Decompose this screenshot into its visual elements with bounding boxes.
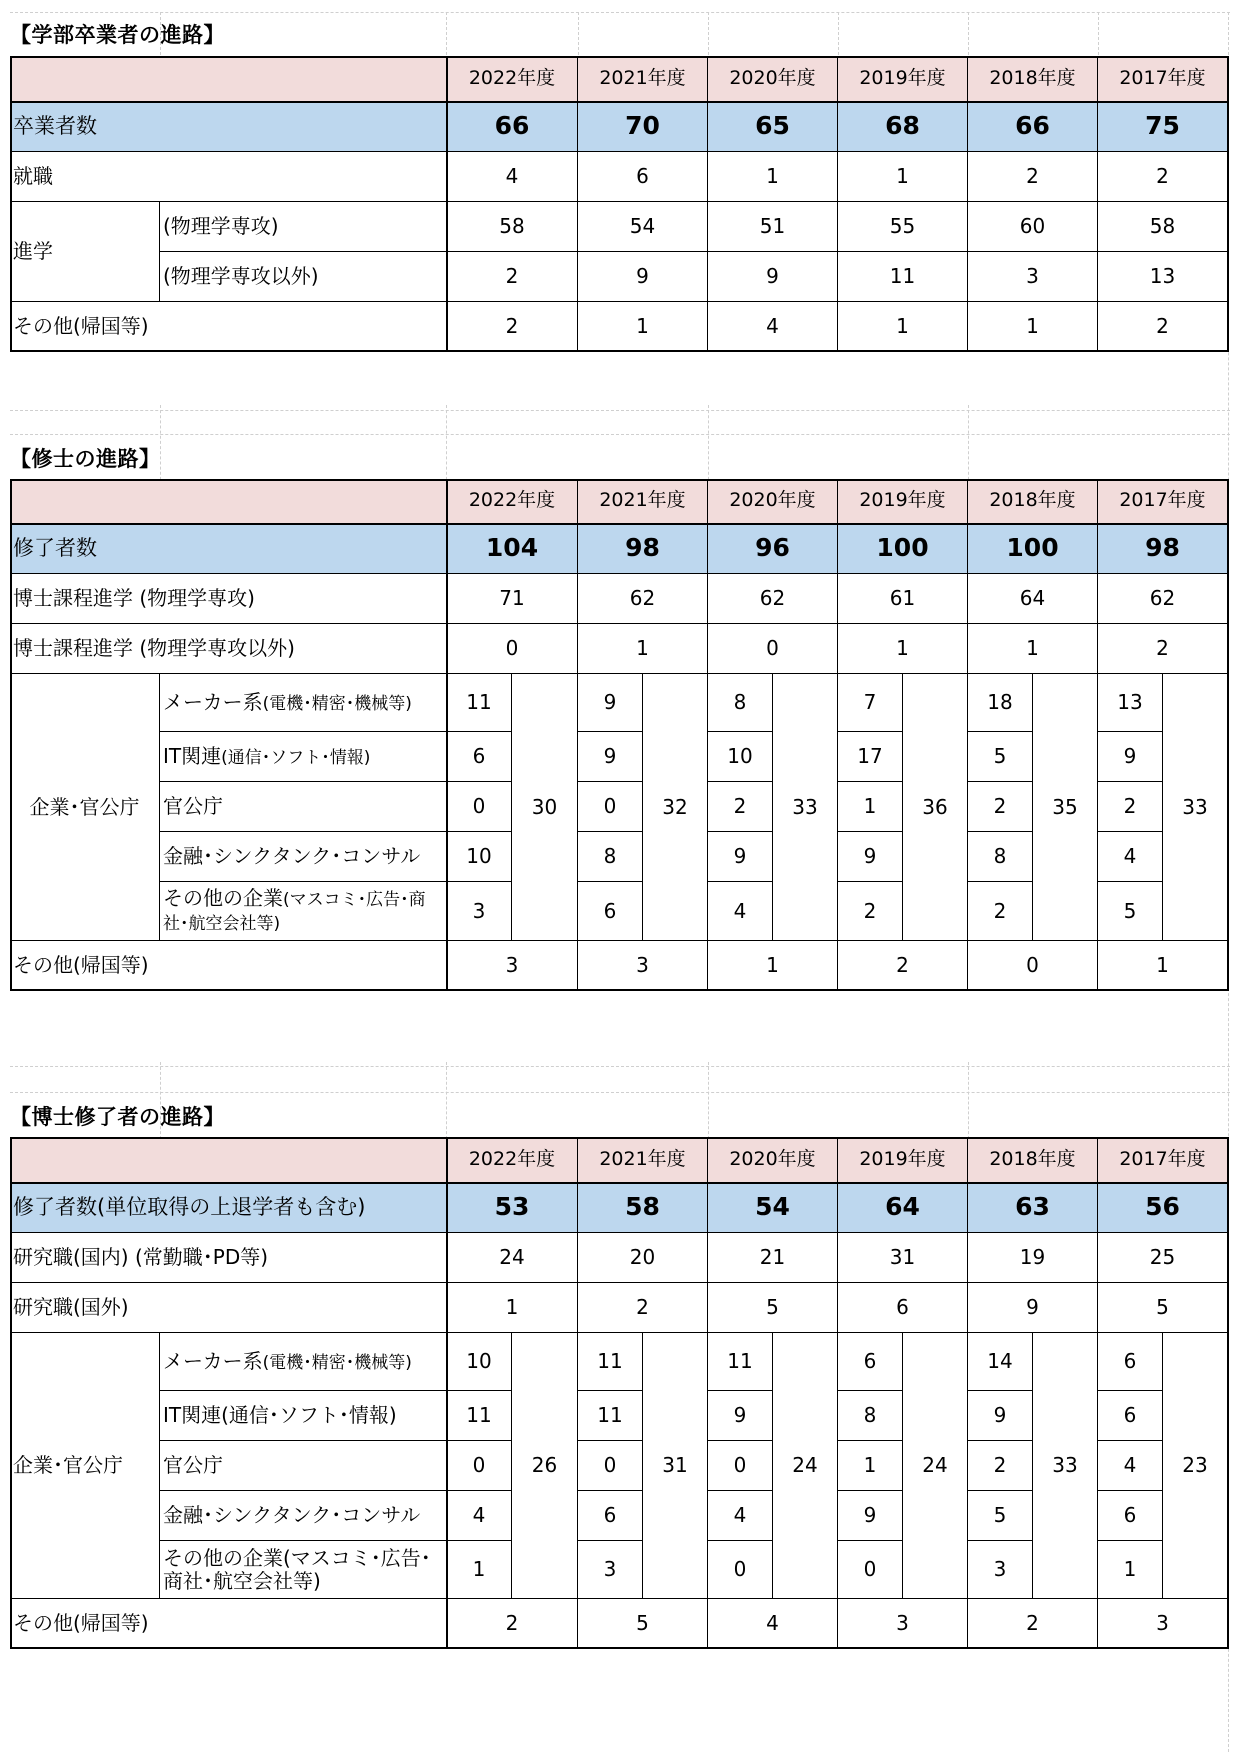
doctor-other-label: その他(帰国等) (10, 1599, 447, 1649)
doctor-research-abroad-value: 6 (838, 1283, 968, 1333)
master-doc-other-value: 1 (968, 624, 1098, 674)
master-company-value: 10 (708, 732, 773, 782)
master-year-header: 2017年度 (1098, 479, 1228, 524)
undergrad-advance-other-value: 11 (838, 252, 968, 302)
master-doc-other-label: 博士課程進学 (物理学専攻以外) (10, 624, 447, 674)
doctor-company-value: 11 (447, 1391, 512, 1441)
doctor-other-value: 2 (447, 1599, 578, 1649)
undergrad-total-label: 卒業者数 (10, 102, 447, 152)
gridline (10, 434, 1230, 435)
doctor-company-value: 6 (1098, 1391, 1163, 1441)
doctor-company-row (160, 1333, 447, 1391)
master-doc-other-value: 1 (578, 624, 708, 674)
master-total-value: 100 (968, 524, 1098, 574)
doctor-company-value: 10 (447, 1333, 512, 1391)
doctor-company-row (160, 1391, 447, 1441)
master-company-value: 9 (838, 832, 903, 882)
doctor-company-value: 6 (838, 1333, 903, 1391)
undergrad-year-header: 2019年度 (838, 56, 968, 102)
master-company-value: 9 (1098, 732, 1163, 782)
master-company-value: 8 (708, 674, 773, 732)
gridline (838, 12, 839, 60)
doctor-year-header: 2018年度 (968, 1137, 1098, 1183)
doctor-research-abroad-value: 2 (578, 1283, 708, 1333)
undergrad-advance-other-value: 9 (578, 252, 708, 302)
master-doc-physics-value: 61 (838, 574, 968, 624)
doctor-company-value: 6 (1098, 1491, 1163, 1541)
doctor-research-domestic-value: 20 (578, 1233, 708, 1283)
doctor-research-abroad-value: 1 (447, 1283, 578, 1333)
doctor-company-value: 1 (838, 1441, 903, 1491)
master-other-value: 2 (838, 941, 968, 991)
doctor-company-value: 9 (838, 1491, 903, 1541)
doctor-company-value: 5 (968, 1491, 1033, 1541)
master-total-value: 98 (578, 524, 708, 574)
master-company-row-label: その他の企業 (163, 886, 283, 911)
undergrad-employment-value: 6 (578, 152, 708, 202)
doctor-company-value: 4 (447, 1491, 512, 1541)
master-doc-other-value: 0 (708, 624, 838, 674)
master-company-row (160, 782, 447, 832)
doctor-company-value: 0 (578, 1441, 643, 1491)
undergrad-advance-physics-value: 58 (447, 202, 578, 252)
undergrad-other-value: 1 (578, 302, 708, 352)
undergrad-year-header: 2017年度 (1098, 56, 1228, 102)
master-total-value: 100 (838, 524, 968, 574)
doctor-company-value: 0 (838, 1541, 903, 1599)
doctor-year-header: 2020年度 (708, 1137, 838, 1183)
master-other-value: 3 (578, 941, 708, 991)
master-total-value: 98 (1098, 524, 1228, 574)
gridline (10, 410, 1230, 411)
undergrad-advance-physics-value: 60 (968, 202, 1098, 252)
master-other-value: 3 (447, 941, 578, 991)
master-company-subtotal: 30 (512, 674, 578, 941)
doctor-company-row-label: IT関連(通信･ソフト･情報) (163, 1403, 397, 1427)
master-company-value: 9 (578, 732, 643, 782)
gridline (1228, 12, 1229, 1752)
undergrad-advance-other-value: 3 (968, 252, 1098, 302)
doctor-other-value: 2 (968, 1599, 1098, 1649)
undergrad-other-value: 2 (447, 302, 578, 352)
doctor-company-value: 11 (578, 1333, 643, 1391)
master-doc-physics-value: 62 (708, 574, 838, 624)
master-company-row-note: (通信･ソフト･情報) (221, 747, 371, 768)
undergrad-employment-value: 4 (447, 152, 578, 202)
master-company-value: 5 (1098, 882, 1163, 941)
doctor-title: 【博士修了者の進路】 (10, 1105, 225, 1129)
undergrad-advance-other-value: 9 (708, 252, 838, 302)
undergrad-total-value: 68 (838, 102, 968, 152)
gridline (446, 405, 447, 485)
master-year-header: 2018年度 (968, 479, 1098, 524)
undergrad-other-value: 2 (1098, 302, 1228, 352)
gridline (968, 1062, 969, 1144)
doctor-company-subtotal: 31 (643, 1333, 708, 1599)
undergrad-total-value: 65 (708, 102, 838, 152)
doctor-company-row-label: 金融･シンクタンク･コンサル (163, 1503, 421, 1527)
undergrad-advance-physics-value: 51 (708, 202, 838, 252)
master-company-value: 4 (708, 882, 773, 941)
undergrad-employment-value: 2 (1098, 152, 1228, 202)
gridline (968, 12, 969, 60)
undergrad-advance-physics-label: (物理学専攻) (160, 202, 447, 252)
master-year-header: 2020年度 (708, 479, 838, 524)
gridline (708, 405, 709, 485)
doctor-company-value: 8 (838, 1391, 903, 1441)
doctor-company-row (160, 1441, 447, 1491)
master-doc-other-value: 1 (838, 624, 968, 674)
doctor-company-value: 14 (968, 1333, 1033, 1391)
doctor-company-value: 6 (578, 1491, 643, 1541)
doctor-company-value: 1 (447, 1541, 512, 1599)
doctor-total-value: 63 (968, 1183, 1098, 1233)
master-company-value: 8 (968, 832, 1033, 882)
master-company-row (160, 674, 447, 732)
gridline (708, 12, 709, 60)
doctor-research-domestic-value: 21 (708, 1233, 838, 1283)
master-company-value: 2 (968, 782, 1033, 832)
undergrad-advance-physics-value: 54 (578, 202, 708, 252)
master-company-row-note: (電機･精密･機械等) (262, 693, 412, 714)
doctor-year-header: 2019年度 (838, 1137, 968, 1183)
doctor-company-row-note: (電機･精密･機械等) (262, 1352, 412, 1373)
doctor-company-value: 4 (708, 1491, 773, 1541)
master-company-value: 9 (708, 832, 773, 882)
doctor-company-value: 3 (968, 1541, 1033, 1599)
master-company-row (160, 732, 447, 782)
master-other-value: 1 (1098, 941, 1228, 991)
master-header-blank (10, 479, 447, 524)
undergrad-employment-label: 就職 (10, 152, 447, 202)
master-doc-physics-value: 64 (968, 574, 1098, 624)
master-company-value: 11 (447, 674, 512, 732)
gridline (10, 1092, 1230, 1093)
doctor-research-domestic-value: 19 (968, 1233, 1098, 1283)
doctor-company-value: 1 (1098, 1541, 1163, 1599)
doctor-company-value: 3 (578, 1541, 643, 1599)
undergrad-year-header: 2022年度 (447, 56, 578, 102)
master-company-value: 10 (447, 832, 512, 882)
undergrad-employment-value: 2 (968, 152, 1098, 202)
master-company-value: 3 (447, 882, 512, 941)
gridline (968, 405, 969, 485)
doctor-total-label: 修了者数(単位取得の上退学者も含む) (10, 1183, 447, 1233)
master-company-label: 企業･官公庁 (10, 674, 160, 941)
doctor-company-value: 6 (1098, 1333, 1163, 1391)
doctor-company-subtotal: 23 (1163, 1333, 1228, 1599)
master-doc-physics-value: 62 (1098, 574, 1228, 624)
doctor-company-value: 11 (578, 1391, 643, 1441)
master-other-value: 1 (708, 941, 838, 991)
master-company-row-label: IT関連 (163, 743, 222, 768)
undergrad-advance-physics-value: 58 (1098, 202, 1228, 252)
master-company-subtotal: 33 (1163, 674, 1228, 941)
undergrad-year-header: 2020年度 (708, 56, 838, 102)
undergrad-total-value: 66 (968, 102, 1098, 152)
doctor-year-header: 2022年度 (447, 1137, 578, 1183)
master-company-value: 18 (968, 674, 1033, 732)
doctor-other-value: 4 (708, 1599, 838, 1649)
doctor-year-header: 2017年度 (1098, 1137, 1228, 1183)
doctor-company-row (160, 1491, 447, 1541)
doctor-total-value: 64 (838, 1183, 968, 1233)
doctor-company-subtotal: 24 (903, 1333, 968, 1599)
gridline (446, 1062, 447, 1144)
master-company-value: 17 (838, 732, 903, 782)
master-doc-physics-value: 62 (578, 574, 708, 624)
doctor-company-value: 9 (708, 1391, 773, 1441)
undergrad-other-value: 1 (968, 302, 1098, 352)
undergrad-advance-label: 進学 (10, 202, 160, 302)
doctor-research-abroad-value: 5 (708, 1283, 838, 1333)
master-company-row-label: 金融･シンクタンク･コンサル (163, 844, 421, 868)
doctor-total-value: 56 (1098, 1183, 1228, 1233)
doctor-other-value: 3 (1098, 1599, 1228, 1649)
doctor-research-abroad-value: 5 (1098, 1283, 1228, 1333)
undergrad-advance-other-value: 2 (447, 252, 578, 302)
doctor-company-row-label: 官公庁 (163, 1453, 223, 1477)
master-company-value: 7 (838, 674, 903, 732)
undergrad-title: 【学部卒業者の進路】 (10, 23, 225, 47)
master-total-label: 修了者数 (10, 524, 447, 574)
master-year-header: 2022年度 (447, 479, 578, 524)
undergrad-other-value: 4 (708, 302, 838, 352)
master-company-value: 2 (708, 782, 773, 832)
master-year-header: 2021年度 (578, 479, 708, 524)
doctor-company-value: 0 (447, 1441, 512, 1491)
master-company-value: 13 (1098, 674, 1163, 732)
doctor-research-domestic-value: 31 (838, 1233, 968, 1283)
master-company-value: 2 (1098, 782, 1163, 832)
master-company-value: 9 (578, 674, 643, 732)
master-other-label: その他(帰国等) (10, 941, 447, 991)
master-year-header: 2019年度 (838, 479, 968, 524)
gridline (578, 12, 579, 60)
master-company-row (160, 832, 447, 882)
doctor-company-value: 0 (708, 1441, 773, 1491)
undergrad-other-label: その他(帰国等) (10, 302, 447, 352)
doctor-company-value: 4 (1098, 1441, 1163, 1491)
master-company-value: 2 (968, 882, 1033, 941)
master-other-value: 0 (968, 941, 1098, 991)
doctor-company-subtotal: 24 (773, 1333, 838, 1599)
master-total-value: 96 (708, 524, 838, 574)
doctor-company-subtotal: 26 (512, 1333, 578, 1599)
master-company-value: 2 (838, 882, 903, 941)
doctor-research-abroad-value: 9 (968, 1283, 1098, 1333)
gridline (446, 12, 447, 60)
undergrad-year-header: 2018年度 (968, 56, 1098, 102)
master-company-value: 6 (447, 732, 512, 782)
undergrad-employment-value: 1 (838, 152, 968, 202)
master-company-value: 5 (968, 732, 1033, 782)
doctor-company-label: 企業･官公庁 (10, 1333, 160, 1599)
doctor-other-value: 5 (578, 1599, 708, 1649)
undergrad-total-value: 66 (447, 102, 578, 152)
master-company-value: 0 (578, 782, 643, 832)
doctor-total-value: 54 (708, 1183, 838, 1233)
undergrad-employment-value: 1 (708, 152, 838, 202)
doctor-research-domestic-value: 24 (447, 1233, 578, 1283)
doctor-other-value: 3 (838, 1599, 968, 1649)
undergrad-advance-other-label: (物理学専攻以外) (160, 252, 447, 302)
master-company-row-label: メーカー系 (163, 689, 263, 714)
doctor-company-row-label: メーカー系 (163, 1348, 263, 1373)
doctor-research-domestic-label: 研究職(国内) (常勤職･PD等) (10, 1233, 447, 1283)
doctor-header-blank (10, 1137, 447, 1183)
undergrad-year-header: 2021年度 (578, 56, 708, 102)
undergrad-total-value: 70 (578, 102, 708, 152)
master-company-value: 4 (1098, 832, 1163, 882)
undergrad-advance-other-value: 13 (1098, 252, 1228, 302)
master-company-value: 6 (578, 882, 643, 941)
undergrad-total-value: 75 (1098, 102, 1228, 152)
doctor-company-row (160, 1541, 447, 1599)
gridline (1098, 12, 1099, 60)
master-company-value: 0 (447, 782, 512, 832)
master-doc-other-value: 2 (1098, 624, 1228, 674)
undergrad-advance-physics-value: 55 (838, 202, 968, 252)
doctor-company-value: 2 (968, 1441, 1033, 1491)
gridline (708, 1062, 709, 1144)
master-company-row (160, 882, 447, 941)
doctor-company-value: 9 (968, 1391, 1033, 1441)
master-company-subtotal: 35 (1033, 674, 1098, 941)
master-total-value: 104 (447, 524, 578, 574)
master-doc-physics-value: 71 (447, 574, 578, 624)
master-company-value: 1 (838, 782, 903, 832)
undergrad-other-value: 1 (838, 302, 968, 352)
doctor-research-domestic-value: 25 (1098, 1233, 1228, 1283)
master-company-row-label: 官公庁 (163, 794, 223, 818)
doctor-company-value: 11 (708, 1333, 773, 1391)
doctor-research-abroad-label: 研究職(国外) (10, 1283, 447, 1333)
master-doc-other-value: 0 (447, 624, 578, 674)
doctor-year-header: 2021年度 (578, 1137, 708, 1183)
master-title: 【修士の進路】 (10, 447, 161, 471)
master-company-subtotal: 32 (643, 674, 708, 941)
master-company-subtotal: 33 (773, 674, 838, 941)
master-company-row-note: (マスコミ･広告･商社･航空会社等) (163, 890, 426, 934)
gridline (10, 1066, 1230, 1067)
doctor-total-value: 53 (447, 1183, 578, 1233)
master-company-value: 8 (578, 832, 643, 882)
doctor-company-value: 0 (708, 1541, 773, 1599)
master-doc-physics-label: 博士課程進学 (物理学専攻) (10, 574, 447, 624)
master-company-subtotal: 36 (903, 674, 968, 941)
doctor-company-row-label: その他の企業(マスコミ･広告･ 商社･航空会社等) (163, 1545, 431, 1593)
doctor-total-value: 58 (578, 1183, 708, 1233)
undergrad-header-blank (10, 56, 447, 102)
gridline (10, 12, 1230, 13)
doctor-company-subtotal: 33 (1033, 1333, 1098, 1599)
